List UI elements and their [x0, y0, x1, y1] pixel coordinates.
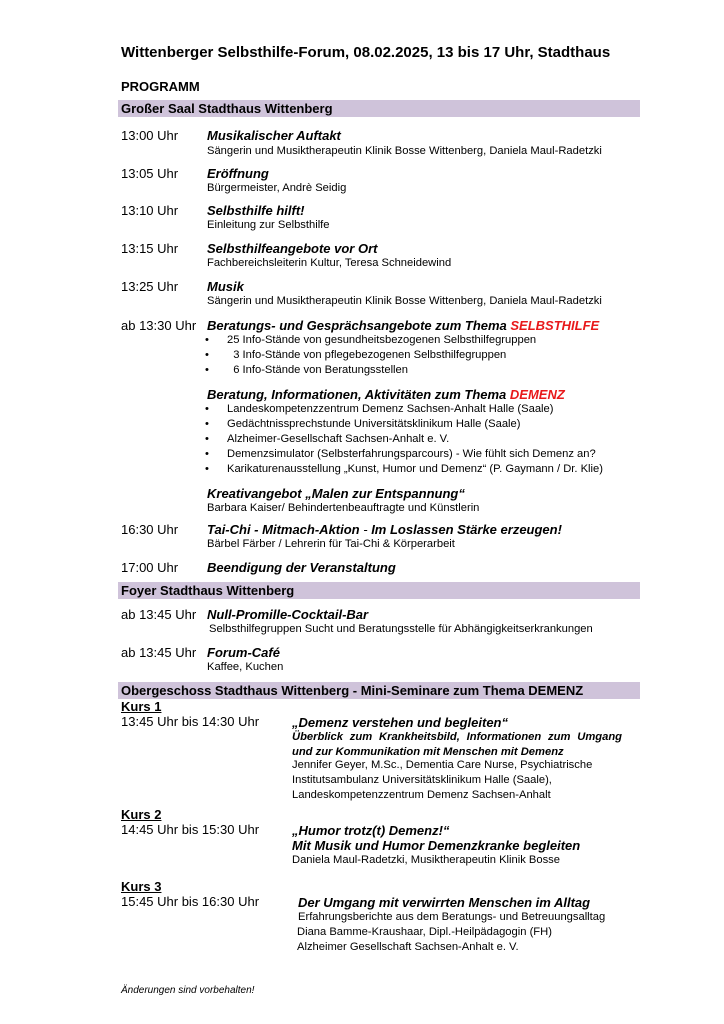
course-detail: Institutsambulanz Universitätsklinikum Halle (Saale),	[292, 774, 552, 786]
bullet-icon: •	[205, 334, 209, 346]
bullet-icon: •	[205, 448, 209, 460]
course-detail: Alzheimer Gesellschaft Sachsen-Anhalt e. V.	[297, 941, 519, 953]
list-item	[205, 349, 506, 361]
course-subtitle: Mit Musik und Humor Demenzkranke begleiten	[292, 838, 581, 853]
list-item	[205, 433, 449, 445]
document-title: Wittenberger Selbsthilfe-Forum, 08.02.2025, 13 bis 17 Uhr, Stadthaus	[121, 44, 611, 61]
entry-time: 17:00 Uhr	[121, 560, 179, 575]
list-item	[205, 364, 408, 376]
list-item-text: Alzheimer-Gesellschaft Sachsen-Anhalt e. V.	[227, 433, 450, 445]
entry-subtitle: Selbsthilfegruppen Sucht und Beratungsstelle für Abhängigkeitserkrankungen	[209, 623, 593, 635]
list-item	[205, 463, 603, 475]
entry-subtitle: Sängerin und Musiktherapeutin Klinik Bosse Wittenberg, Daniela Maul-Radetzki	[207, 295, 602, 307]
entry-subtitle: Einleitung zur Selbsthilfe	[207, 219, 330, 231]
section-grosser-saal: Großer Saal Stadthaus Wittenberg	[118, 100, 640, 117]
course-title: Der Umgang mit verwirrten Menschen im Alltag	[298, 895, 591, 910]
entry-title: Selbsthilfeangebote vor Ort	[207, 241, 378, 256]
course-title: „Humor trotz(t) Demenz!“	[292, 823, 450, 838]
course-time: 15:45 Uhr bis 16:30 Uhr	[121, 894, 260, 909]
entry-title: Beendigung der Veranstaltung	[207, 560, 396, 575]
highlight-demenz: DEMENZ	[509, 387, 565, 402]
bullet-icon: •	[205, 349, 209, 361]
entry-title: Selbsthilfe hilft!	[207, 203, 305, 218]
entry-time: 13:00 Uhr	[121, 128, 179, 143]
course-label: Kurs 3	[121, 879, 162, 894]
entry-subtitle: Barbara Kaiser/ Behindertenbeauftragte und Künstlerin	[207, 502, 480, 514]
entry-title-text: Beratungs- und Gesprächsangebote zum Thema	[207, 318, 511, 333]
entry-subtitle: Bärbel Färber / Lehrerin für Tai-Chi & Körperarbeit	[207, 538, 455, 550]
list-item	[205, 418, 521, 430]
entry-time: ab 13:30 Uhr	[121, 318, 197, 333]
entry-time: 13:10 Uhr	[121, 203, 179, 218]
course-detail: Jennifer Geyer, M.Sc., Dementia Care Nurse, Psychiatrische	[292, 759, 593, 771]
list-item-text: 25 Info-Stände von gesundheitsbezogenen Selbsthilfegruppen	[227, 334, 537, 346]
entry-subtitle: Kaffee, Kuchen	[207, 661, 284, 673]
list-item	[205, 448, 596, 460]
entry-title: Null-Promille-Cocktail-Bar	[207, 607, 369, 622]
course-detail: Landeskompetenzzentrum Demenz Sachsen-Anhalt	[292, 789, 551, 801]
list-item-text: Landeskompetenzzentrum Demenz Sachsen-Anhalt Halle (Saale)	[227, 403, 554, 415]
list-item-text: 6 Info-Stände von Beratungsstellen	[227, 364, 408, 376]
entry-time: ab 13:45 Uhr	[121, 607, 197, 622]
entry-title	[207, 318, 599, 333]
course-detail: Daniela Maul-Radetzki, Musiktherapeutin Klinik Bosse	[292, 854, 561, 866]
course-time: 14:45 Uhr bis 15:30 Uhr	[121, 822, 260, 837]
entry-time: 16:30 Uhr	[121, 522, 179, 537]
course-title: „Demenz verstehen und begleiten“	[292, 715, 508, 730]
course-label: Kurs 1	[121, 699, 162, 714]
course-time: 13:45 Uhr bis 14:30 Uhr	[121, 714, 260, 729]
course-label: Kurs 2	[121, 807, 162, 822]
list-item-text: Gedächtnissprechstunde Universitätsklinikum Halle (Saale)	[227, 418, 521, 430]
entry-subtitle: Bürgermeister, Andrè Seidig	[207, 182, 347, 194]
course-description: Überblick zum Krankheitsbild, Informationen zum Umgang und zur Kommunikation mit Menschen mit Demenz	[292, 731, 622, 758]
bullet-icon: •	[205, 364, 209, 376]
bullet-icon: •	[205, 463, 209, 475]
entry-time: ab 13:45 Uhr	[121, 645, 197, 660]
section-obergeschoss: Obergeschoss Stadthaus Wittenberg - Mini-Seminare zum Thema DEMENZ	[118, 682, 640, 699]
footer-note: Änderungen sind vorbehalten!	[121, 985, 255, 996]
list-item	[205, 403, 553, 415]
entry-title-text: Beratung, Informationen, Aktivitäten zum Thema	[207, 387, 510, 402]
section-foyer: Foyer Stadthaus Wittenberg	[118, 582, 640, 599]
course-detail: Erfahrungsberichte aus dem Beratungs- und Betreuungsalltag	[298, 911, 606, 923]
list-item-text: Karikaturenausstellung „Kunst, Humor und Demenz“ (P. Gaymann / Dr. Klie)	[227, 463, 603, 475]
list-item-text: Demenzsimulator (Selbsterfahrungsparcours) - Wie fühlt sich Demenz an?	[227, 448, 596, 460]
bullet-icon: •	[205, 403, 209, 415]
bullet-icon: •	[205, 418, 209, 430]
entry-title: Musikalischer Auftakt	[207, 128, 341, 143]
entry-subtitle: Sängerin und Musiktherapeutin Klinik Bosse Wittenberg, Daniela Maul-Radetzki	[207, 145, 602, 157]
program-heading: PROGRAMM	[121, 79, 200, 94]
entry-title: Eröffnung	[207, 166, 269, 181]
course-detail: Diana Bamme-Kraushaar, Dipl.-Heilpädagogin (FH)	[297, 926, 552, 938]
entry-time: 13:25 Uhr	[121, 279, 179, 294]
entry-title-text: Tai-Chi - Mitmach-Aktion	[207, 522, 360, 537]
entry-time: 13:15 Uhr	[121, 241, 179, 256]
entry-title: Kreativangebot „Malen zur Entspannung“	[207, 486, 465, 501]
entry-title: Musik	[207, 279, 244, 294]
entry-title: Forum-Café	[207, 645, 280, 660]
entry-time: 13:05 Uhr	[121, 166, 179, 181]
list-item-text: 3 Info-Stände von pflegebezogenen Selbsthilfegruppen	[227, 349, 507, 361]
entry-title-text: Im Loslassen Stärke erzeugen!	[371, 522, 562, 537]
highlight-selbsthilfe: SELBSTHILFE	[510, 318, 600, 333]
entry-subtitle: Fachbereichsleiterin Kultur, Teresa Schneidewind	[207, 257, 452, 269]
list-item	[205, 334, 536, 346]
bullet-icon: •	[205, 433, 209, 445]
entry-title	[207, 387, 565, 402]
title-separator: -	[359, 522, 372, 537]
entry-title	[207, 522, 562, 537]
